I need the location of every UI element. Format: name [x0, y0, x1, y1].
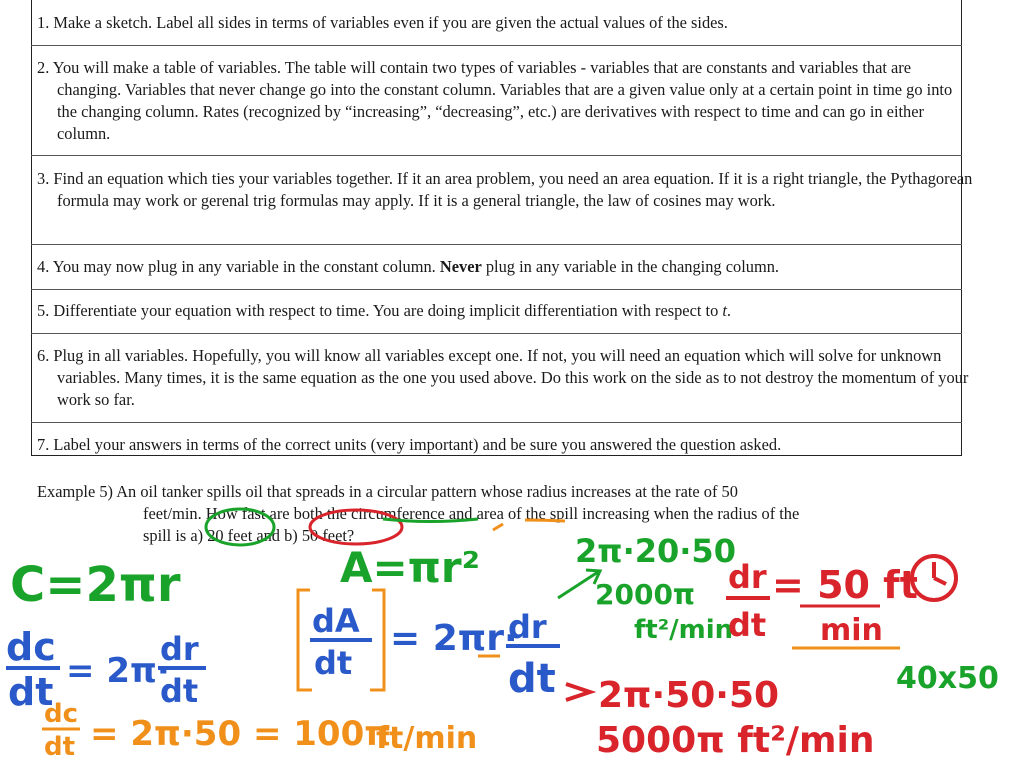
step-5-text: 5. Differentiate your equation with respect to time. You are doing implicit differentiation with respect to — [37, 301, 723, 320]
dc-denominator: dt — [8, 670, 54, 714]
step-7: 7. Label your answers in terms of the correct units (very important) and be sure you answered the question asked. — [37, 435, 782, 454]
clock-icon — [912, 556, 956, 600]
step-4-text: 4. You may now plug in any variable in the constant column. — [37, 257, 440, 276]
step-1: 1. Make a sketch. Label all sides in terms of variables even if you are given the actual values of the sides. — [37, 13, 728, 32]
step-5-italic: t — [722, 301, 727, 320]
step-4-text-end: plug in any variable in the changing column. — [481, 257, 779, 276]
circumference-formula: C=2πr — [10, 557, 181, 613]
green-circle-20-feet — [206, 509, 274, 545]
dc-eval-units: ft/min — [376, 721, 478, 756]
orange-underline-area — [525, 520, 565, 521]
da-rhs: = 2πr· — [390, 618, 518, 659]
example-line-3: spill is a) 20 feet and b) 50 feet? — [143, 526, 355, 545]
da-dr-denominator: dt — [508, 656, 556, 702]
green-underline-circumference — [383, 519, 478, 522]
step-2: 2. You will make a table of variables. The table will contain two types of variables - variables that are constants and variables that are changing. Variables that never change go into the constant column. Variables that are a given value only at a certain point in time go into the changing column. Rates (recognized by “increasing”, “decreasing”, etc.) are derivatives with respect to time and can go in either column. — [37, 58, 953, 143]
da-dr-numerator: dr — [508, 608, 547, 646]
dr-denominator: dt — [160, 672, 199, 710]
red-circle-50-feet — [310, 510, 402, 544]
da-numerator: dA — [312, 602, 360, 640]
bracket-right — [370, 590, 384, 690]
green-calc-step-1: 2π·20·50 — [575, 532, 736, 570]
step-4-bold: Never — [439, 257, 482, 276]
rate-numerator: dr — [728, 558, 767, 596]
dc-evaluation: = 2π·50 = 100π — [90, 714, 392, 754]
green-arrow — [558, 570, 600, 598]
orange-tick — [493, 524, 503, 530]
da-denominator: dt — [314, 644, 353, 682]
step-6: 6. Plug in all variables. Hopefully, you will know all variables except one. If not, you will need an equation which will solve for unknown variables. Many times, it is the same equation as the one you used above. Do this work on the side as to not destroy the momentum of your work so far. — [37, 346, 969, 409]
rate-value: = 50 ft — [772, 563, 918, 607]
red-calc-step-1: 2π·50·50 — [598, 675, 780, 716]
dc-numerator: dc — [6, 625, 56, 669]
step-5-text-end: . — [726, 301, 732, 320]
green-calc-units: ft²/min — [634, 615, 734, 645]
rate-denominator: dt — [728, 606, 767, 644]
red-calc-step-2: 5000π ft²/min — [596, 720, 875, 761]
side-note: 40x50 — [896, 661, 999, 696]
dc-eval-numerator: dc — [44, 699, 79, 729]
dc-eval-denominator: dt — [44, 732, 76, 762]
example-line-1: Example 5) An oil tanker spills oil that spreads in a circular pattern whose radius increases at the rate of 50 — [37, 482, 738, 501]
green-calc-step-2: 2000π — [595, 578, 696, 611]
area-formula: A=πr² — [340, 543, 481, 592]
dc-rhs: = 2π· — [66, 651, 170, 691]
rate-units: min — [820, 613, 883, 648]
dr-numerator: dr — [160, 630, 199, 668]
bracket-left — [298, 590, 312, 690]
red-arrow — [566, 684, 590, 700]
example-line-2: feet/min. How fast are both the circumference and area of the spill increasing when the radius of the — [143, 504, 800, 523]
step-3: 3. Find an equation which ties your variables together. If it an area problem, you need an area equation. If it is a right triangle, the Pythagorean formula may work or gerenal trig formulas may apply. If it is a general triangle, the law of cosines may work. — [37, 169, 973, 210]
